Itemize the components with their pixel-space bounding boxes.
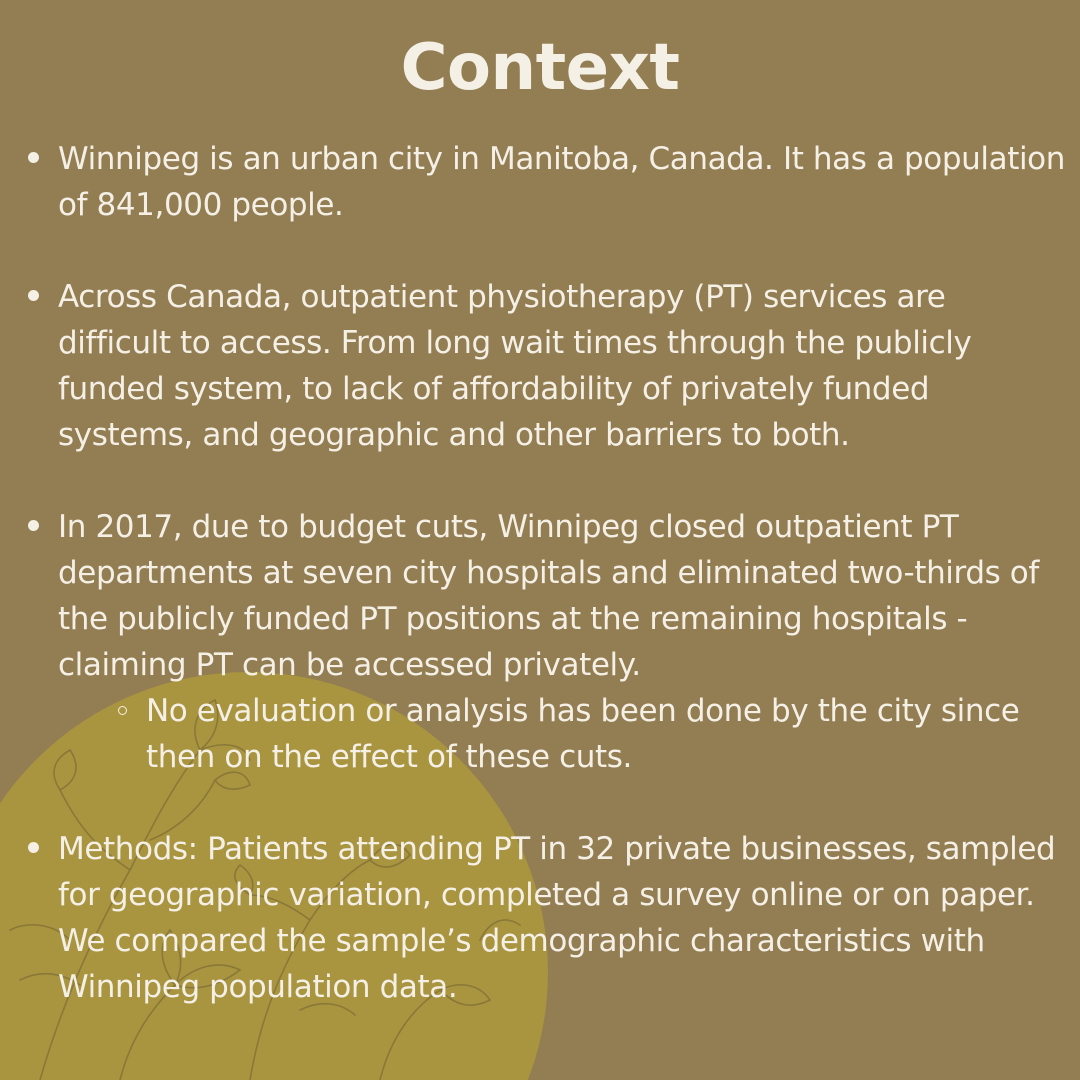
bullet-list [26, 136, 1066, 1056]
list-item [26, 274, 1066, 458]
list-item [26, 136, 1066, 228]
sub-bullet-text: No evaluation or analysis has been done by the city since then on the effect of these cuts. [146, 693, 1020, 775]
list-item [26, 504, 1066, 780]
bullet-dot-icon [28, 152, 39, 163]
sub-list-item [58, 688, 1066, 780]
bullet-text: Across Canada, outpatient physiotherapy (PT) services are difficult to access. From long wait times through the publicly funded system, to lack of affordability of privately funded systems, and geographic and other barriers to both. [58, 279, 972, 453]
bullet-dot-icon [28, 842, 39, 853]
bullet-text: In 2017, due to budget cuts, Winnipeg closed outpatient PT departments at seven city hospitals and eliminated two-thirds of the publicly funded PT positions at the remaining hospitals - claiming PT can be accessed privately. [58, 509, 1039, 683]
bullet-dot-icon [28, 290, 39, 301]
bullet-dot-icon [28, 520, 39, 531]
bullet-text: Winnipeg is an urban city in Manitoba, Canada. It has a population of 841,000 people. [58, 141, 1065, 223]
list-item [26, 826, 1066, 1010]
hollow-bullet-icon [118, 706, 127, 715]
bullet-text: Methods: Patients attending PT in 32 private businesses, sampled for geographic variation, completed a survey online or on paper. We compared the sample’s demographic characteristics with Winnipeg population data. [58, 831, 1056, 1005]
page-title: Context [400, 31, 680, 105]
